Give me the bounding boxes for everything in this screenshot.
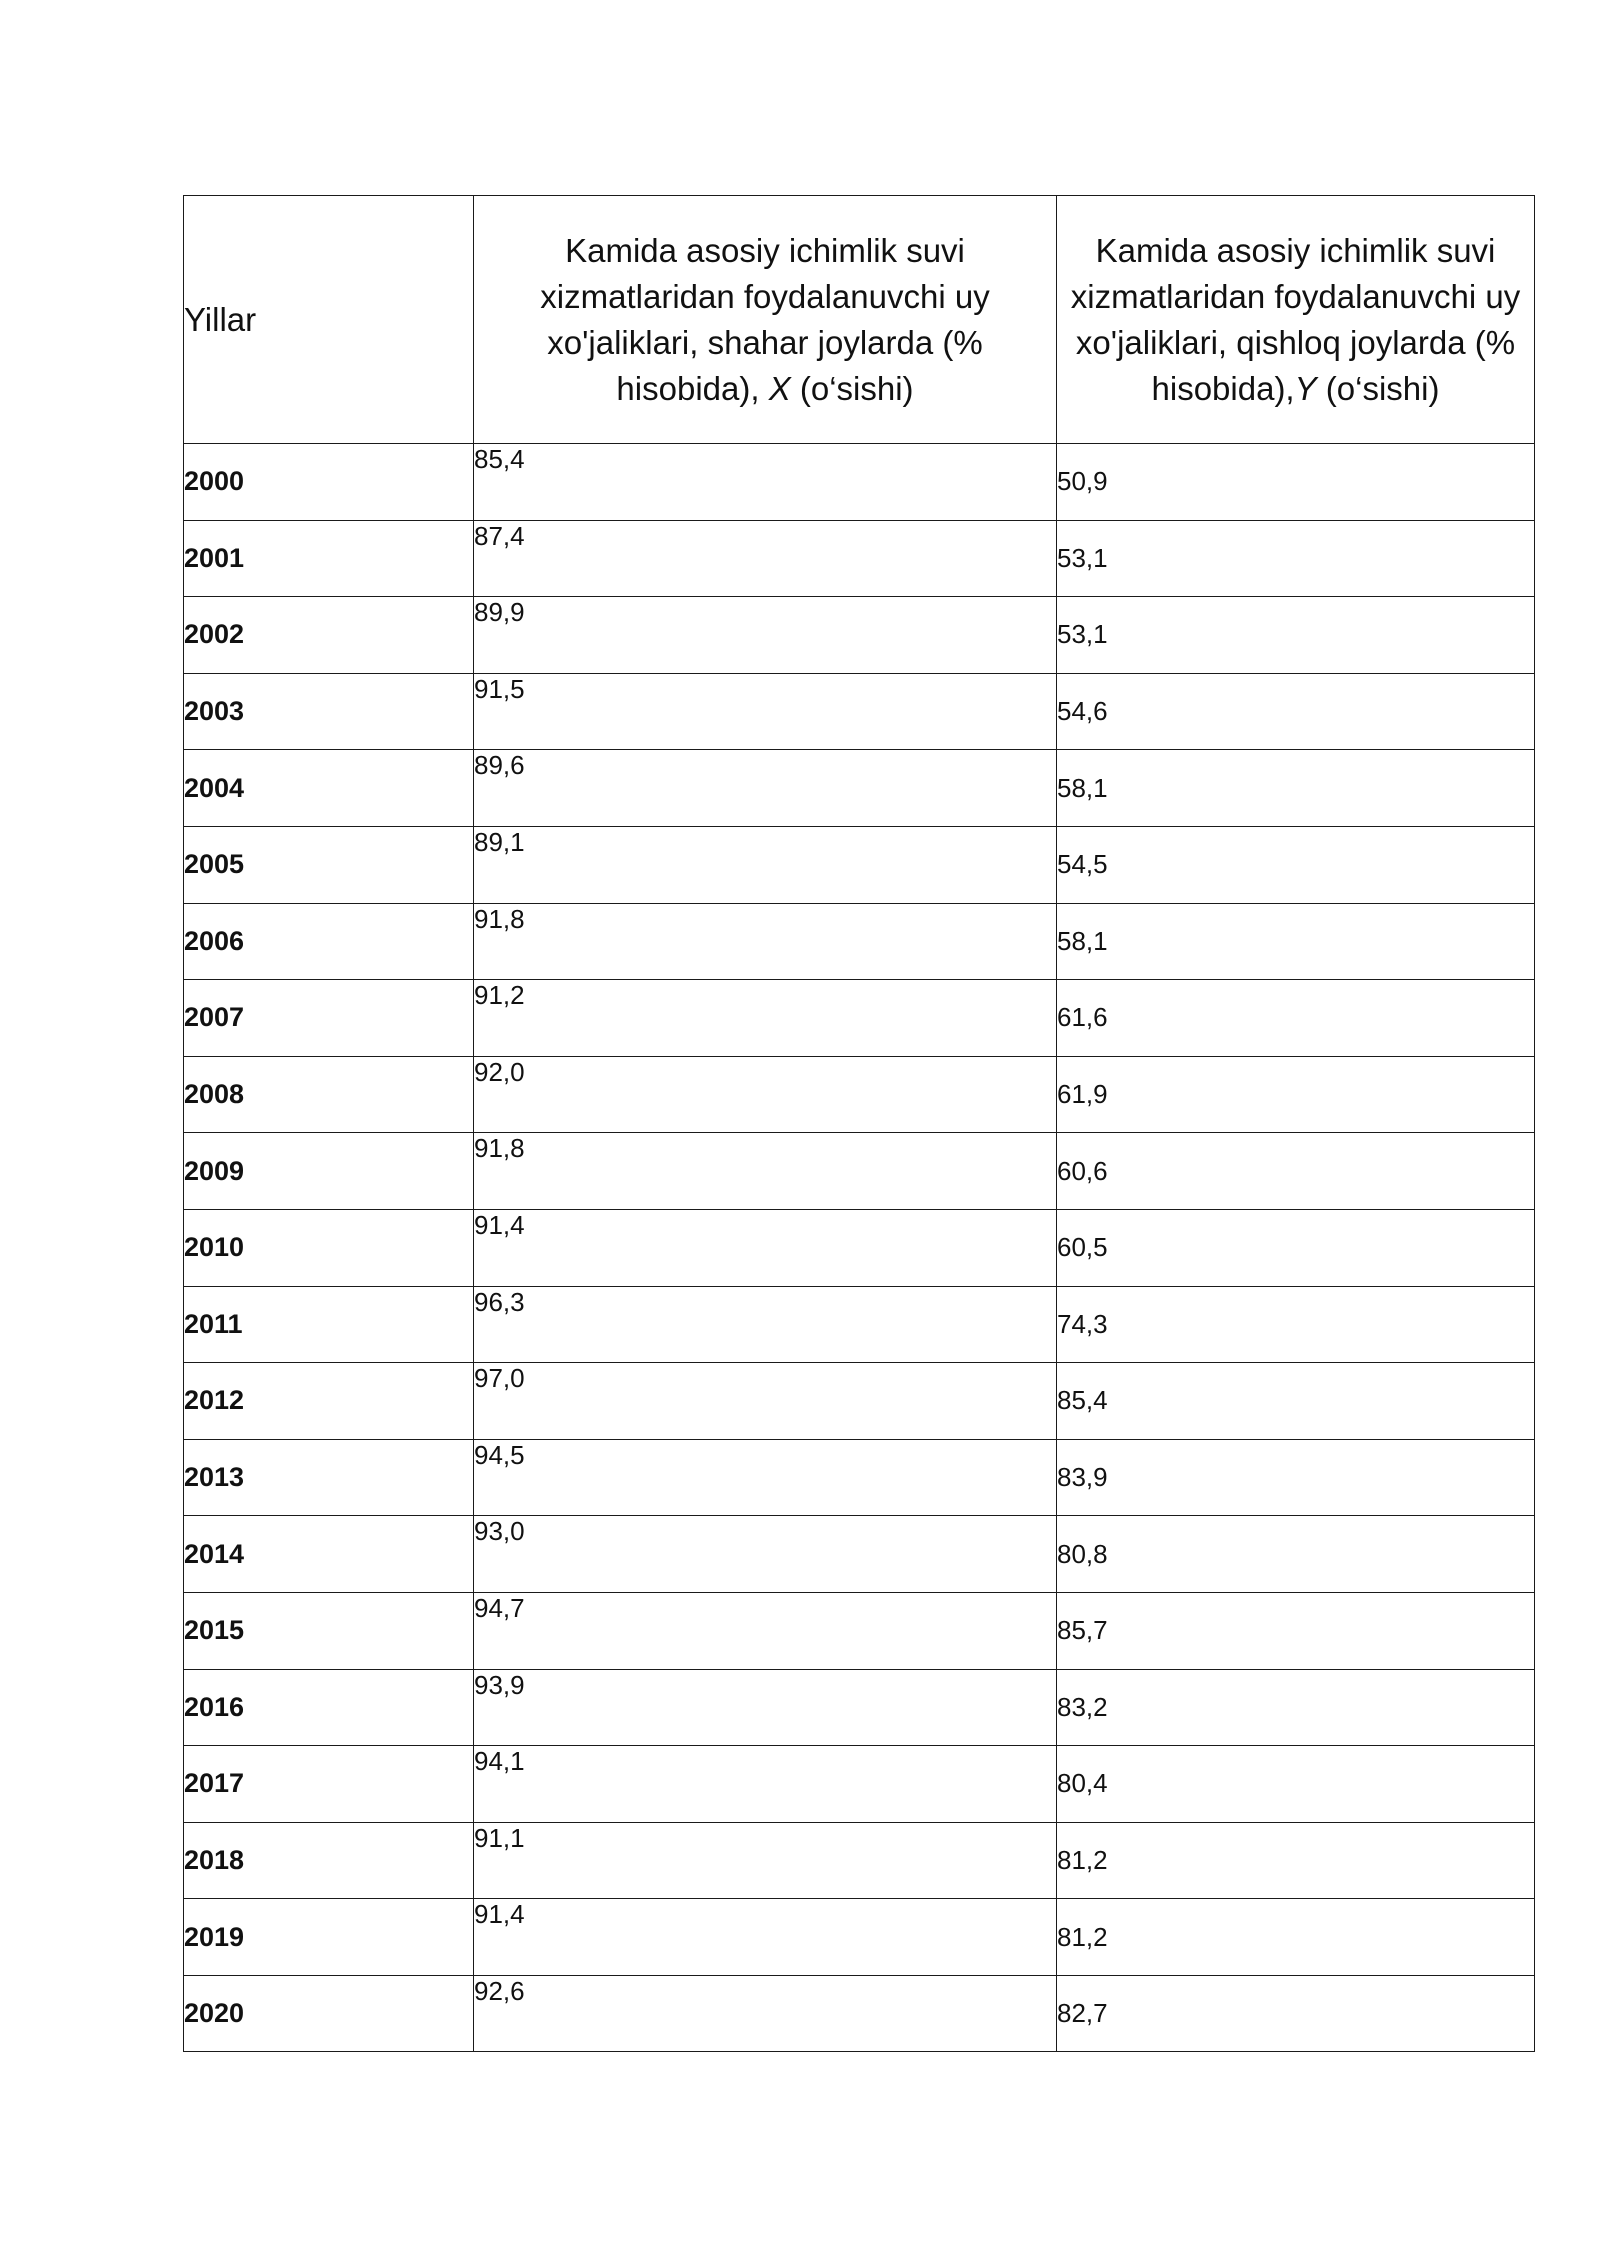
- cell-year: 2015: [184, 1592, 474, 1669]
- table-row: [184, 826, 1535, 903]
- cell-rural-y: 58,1: [1057, 903, 1535, 980]
- cell-urban-x: 91,8: [474, 903, 1057, 980]
- table-row: [184, 673, 1535, 750]
- table-header-row: [184, 196, 1535, 444]
- table-row: [184, 1516, 1535, 1593]
- cell-year: 2009: [184, 1133, 474, 1210]
- cell-rural-y: 61,9: [1057, 1056, 1535, 1133]
- cell-year: 2019: [184, 1899, 474, 1976]
- cell-rural-y: 74,3: [1057, 1286, 1535, 1363]
- cell-year: 2001: [184, 520, 474, 597]
- table-row: [184, 1822, 1535, 1899]
- cell-year: 2020: [184, 1975, 474, 2052]
- cell-rural-y: 54,5: [1057, 826, 1535, 903]
- table-row: [184, 1592, 1535, 1669]
- cell-urban-x: 94,7: [474, 1592, 1057, 1669]
- cell-urban-x: 91,4: [474, 1209, 1057, 1286]
- cell-rural-y: 60,5: [1057, 1209, 1535, 1286]
- header-urban-x: [474, 196, 1057, 444]
- cell-urban-x: 93,0: [474, 1516, 1057, 1593]
- cell-year: 2014: [184, 1516, 474, 1593]
- table-row: [184, 1746, 1535, 1823]
- cell-year: 2003: [184, 673, 474, 750]
- header-urban-variable: X: [768, 369, 791, 407]
- cell-year: 2004: [184, 750, 474, 827]
- table-row: [184, 597, 1535, 674]
- cell-rural-y: 80,4: [1057, 1746, 1535, 1823]
- cell-rural-y: 83,2: [1057, 1669, 1535, 1746]
- table-row: [184, 1363, 1535, 1440]
- cell-year: 2000: [184, 444, 474, 521]
- cell-year: 2008: [184, 1056, 474, 1133]
- header-urban-suffix: (o‘sishi): [790, 369, 914, 407]
- cell-year: 2011: [184, 1286, 474, 1363]
- table-row: [184, 1133, 1535, 1210]
- cell-rural-y: 83,9: [1057, 1439, 1535, 1516]
- cell-year: 2012: [184, 1363, 474, 1440]
- cell-urban-x: 91,8: [474, 1133, 1057, 1210]
- header-rural-y: [1057, 196, 1535, 444]
- cell-rural-y: 60,6: [1057, 1133, 1535, 1210]
- cell-urban-x: 91,5: [474, 673, 1057, 750]
- table-row: [184, 750, 1535, 827]
- table-row: [184, 1209, 1535, 1286]
- cell-year: 2013: [184, 1439, 474, 1516]
- cell-year: 2018: [184, 1822, 474, 1899]
- cell-urban-x: 89,6: [474, 750, 1057, 827]
- table-row: [184, 980, 1535, 1057]
- table-row: [184, 444, 1535, 521]
- cell-urban-x: 96,3: [474, 1286, 1057, 1363]
- cell-rural-y: 81,2: [1057, 1899, 1535, 1976]
- cell-urban-x: 91,4: [474, 1899, 1057, 1976]
- header-years: Yillar: [184, 196, 474, 444]
- cell-rural-y: 58,1: [1057, 750, 1535, 827]
- header-urban-text: Kamida asosiy ichimlik suvi xizmatlaridan foydalanuvchi uy xo'jaliklari, shahar joylarda (% hisobida),: [540, 231, 990, 407]
- header-rural-variable: Y: [1294, 369, 1317, 407]
- cell-urban-x: 94,1: [474, 1746, 1057, 1823]
- cell-rural-y: 80,8: [1057, 1516, 1535, 1593]
- cell-urban-x: 91,2: [474, 980, 1057, 1057]
- cell-urban-x: 89,9: [474, 597, 1057, 674]
- cell-year: 2007: [184, 980, 474, 1057]
- table-row: [184, 903, 1535, 980]
- cell-urban-x: 89,1: [474, 826, 1057, 903]
- cell-urban-x: 97,0: [474, 1363, 1057, 1440]
- table-row: [184, 1439, 1535, 1516]
- cell-year: 2005: [184, 826, 474, 903]
- cell-rural-y: 85,7: [1057, 1592, 1535, 1669]
- cell-urban-x: 87,4: [474, 520, 1057, 597]
- cell-year: 2016: [184, 1669, 474, 1746]
- cell-rural-y: 61,6: [1057, 980, 1535, 1057]
- table-row: [184, 1975, 1535, 2052]
- header-rural-suffix: (o‘sishi): [1316, 369, 1440, 407]
- table-row: [184, 1286, 1535, 1363]
- cell-rural-y: 50,9: [1057, 444, 1535, 521]
- cell-rural-y: 81,2: [1057, 1822, 1535, 1899]
- cell-urban-x: 91,1: [474, 1822, 1057, 1899]
- table-body: [184, 444, 1535, 2052]
- table-row: [184, 1899, 1535, 1976]
- cell-year: 2017: [184, 1746, 474, 1823]
- header-rural-text: Kamida asosiy ichimlik suvi xizmatlaridan foydalanuvchi uy xo'jaliklari, qishloq joylarda (% hisobida),: [1070, 231, 1521, 407]
- cell-rural-y: 85,4: [1057, 1363, 1535, 1440]
- cell-urban-x: 92,0: [474, 1056, 1057, 1133]
- cell-year: 2002: [184, 597, 474, 674]
- cell-urban-x: 93,9: [474, 1669, 1057, 1746]
- cell-urban-x: 85,4: [474, 444, 1057, 521]
- cell-rural-y: 82,7: [1057, 1975, 1535, 2052]
- table-row: [184, 520, 1535, 597]
- cell-urban-x: 92,6: [474, 1975, 1057, 2052]
- cell-rural-y: 53,1: [1057, 520, 1535, 597]
- cell-year: 2006: [184, 903, 474, 980]
- cell-rural-y: 54,6: [1057, 673, 1535, 750]
- cell-rural-y: 53,1: [1057, 597, 1535, 674]
- cell-urban-x: 94,5: [474, 1439, 1057, 1516]
- table-row: [184, 1669, 1535, 1746]
- data-table: [183, 195, 1535, 2052]
- cell-year: 2010: [184, 1209, 474, 1286]
- table-row: [184, 1056, 1535, 1133]
